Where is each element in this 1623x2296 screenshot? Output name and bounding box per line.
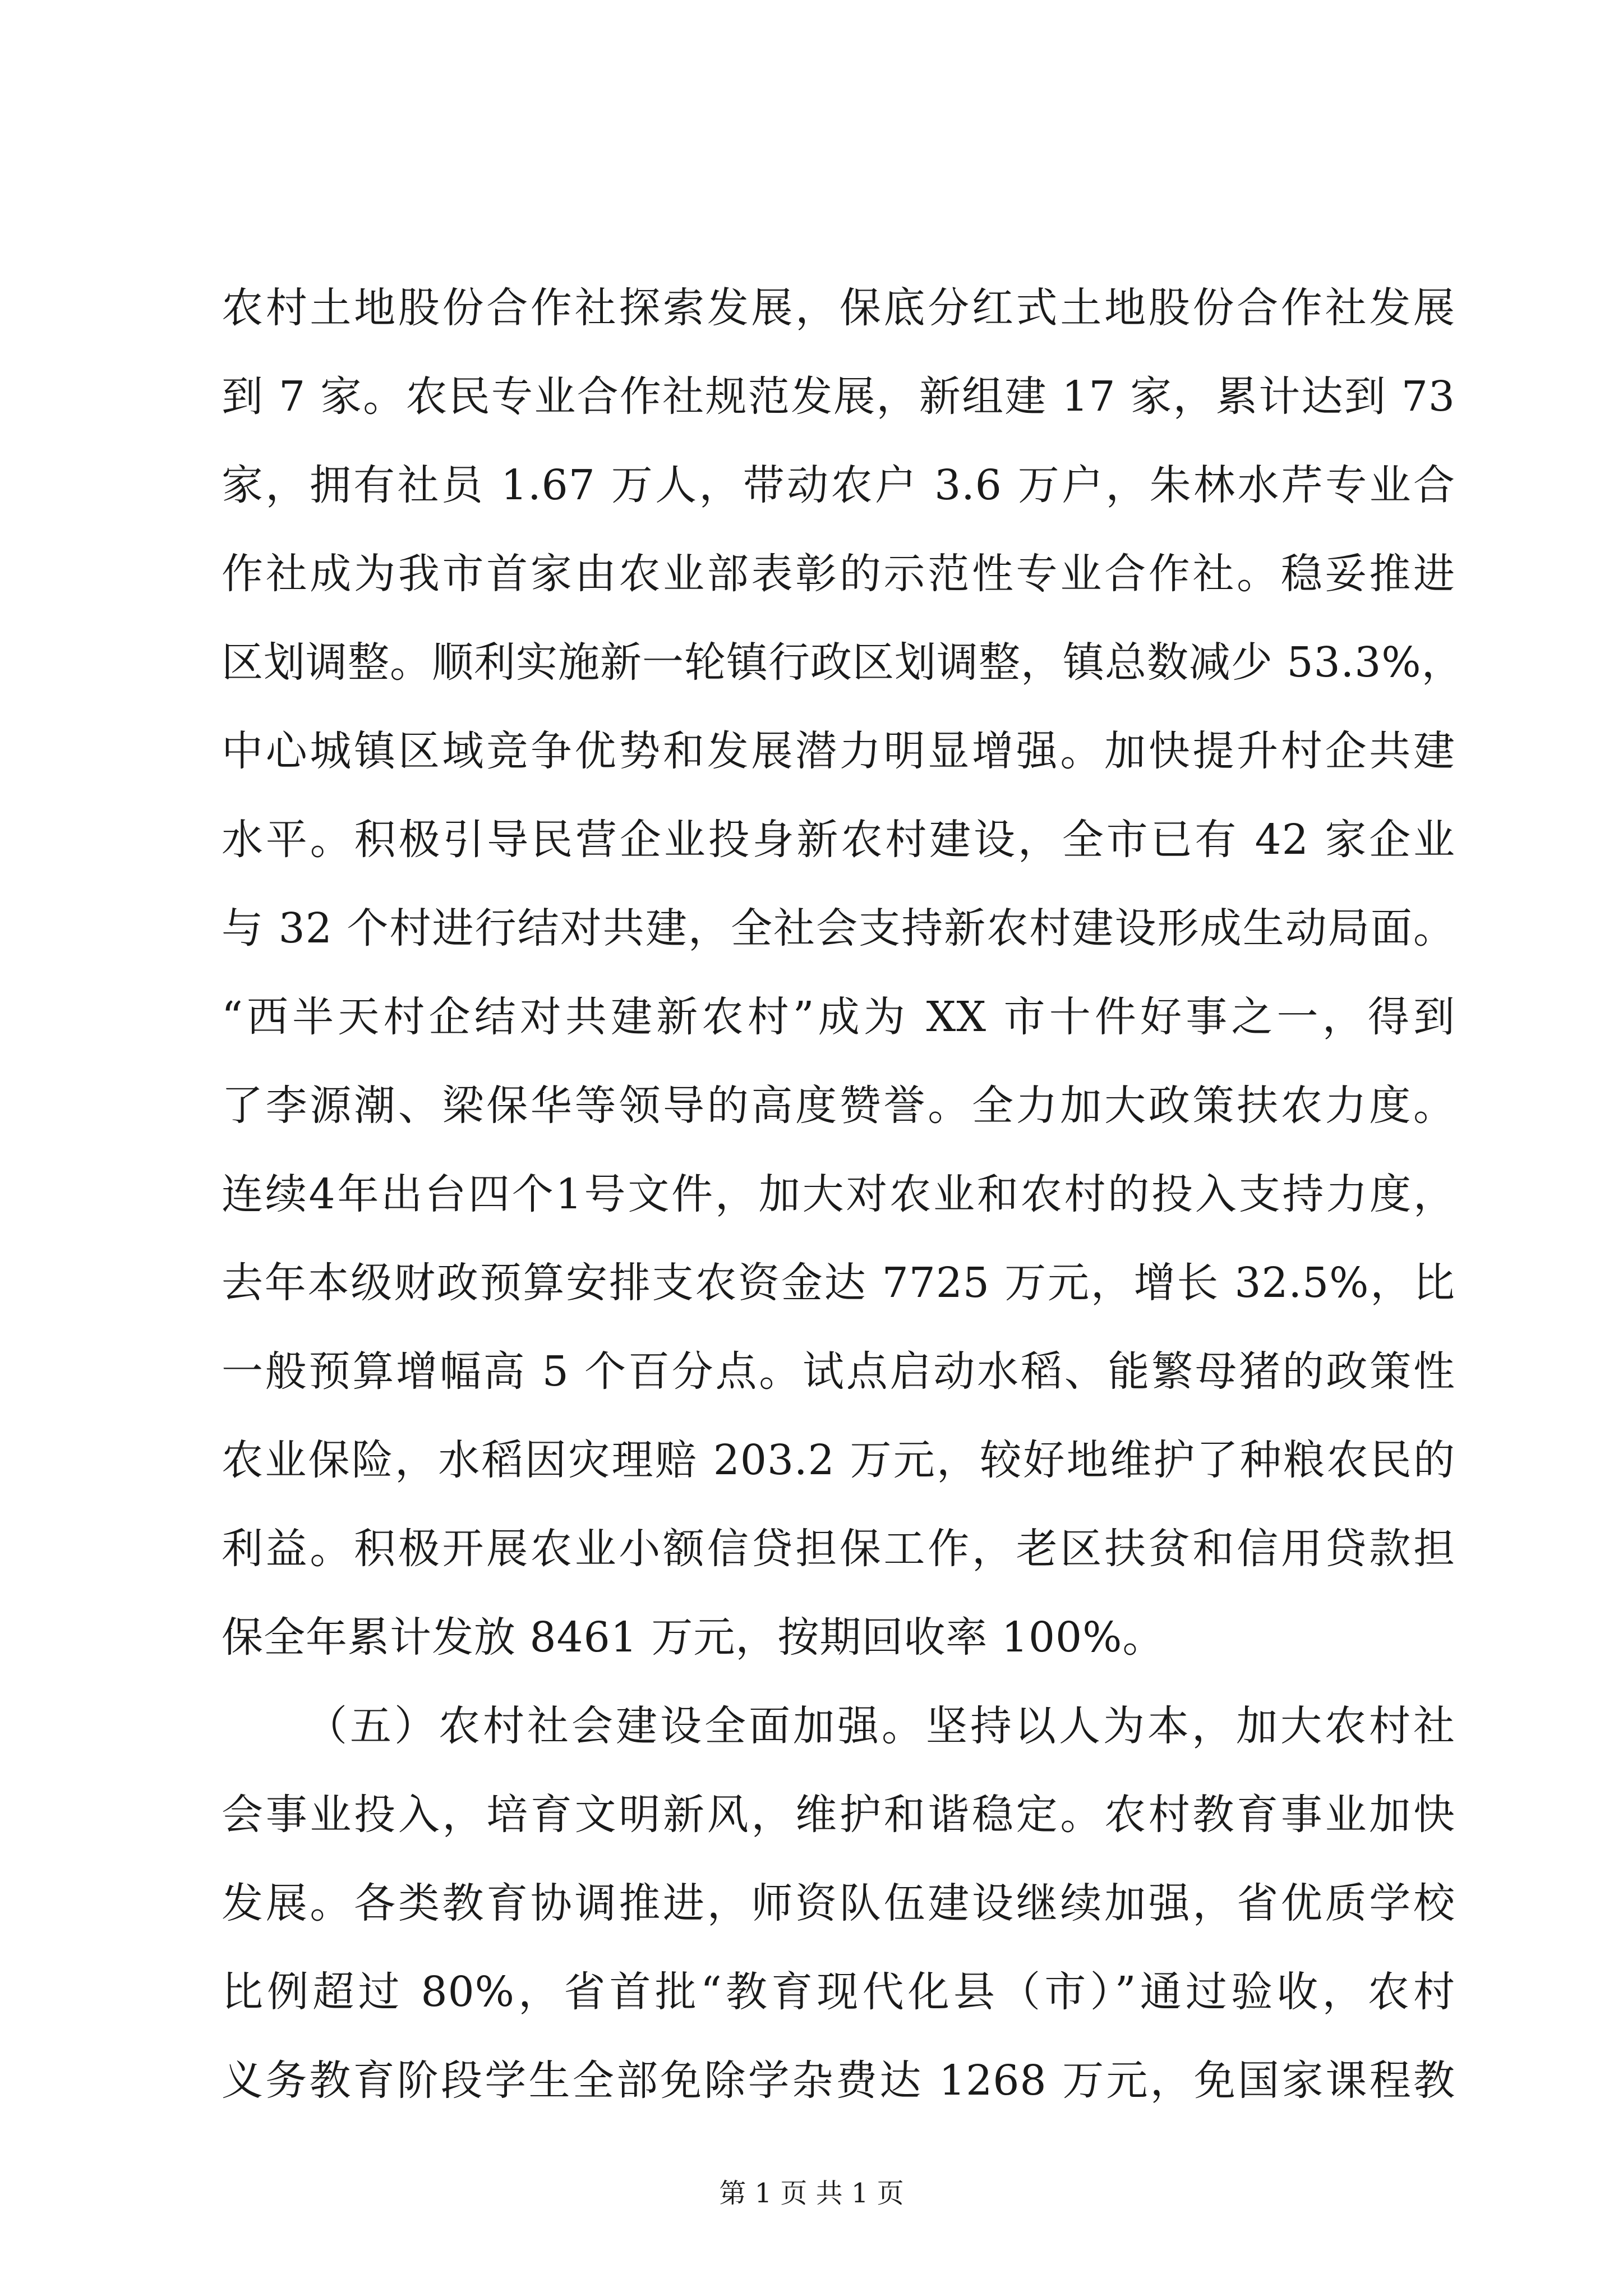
- text-line: 会事业投入，培育文明新风，维护和谐稳定。农村教育事业加快: [222, 1791, 1455, 1839]
- text-line: 水平。积极引导民营企业投身新农村建设，全市已有 42 家企业: [222, 816, 1455, 864]
- text-line: 中心城镇区域竞争优势和发展潜力明显增强。加快提升村企共建: [222, 727, 1455, 775]
- text-line: 发展。各类教育协调推进，师资队伍建设继续加强，省优质学校: [222, 1879, 1455, 1927]
- text-line: 作社成为我市首家由农业部表彰的示范性专业合作社。稳妥推进: [222, 550, 1455, 598]
- text-line: 去年本级财政预算安排支农资金达 7725 万元，增长 32.5%，比: [222, 1259, 1455, 1307]
- text-line: “西半天村企结对共建新农村”成为 XX 市十件好事之一，得到: [222, 993, 1455, 1041]
- document-body: [222, 264, 1464, 2125]
- text-line: 义务教育阶段学生全部免除学杂费达 1268 万元，免国家课程教: [222, 2056, 1455, 2105]
- text-line: 利益。积极开展农业小额信贷担保工作，老区扶贫和信用贷款担: [222, 1525, 1455, 1573]
- text-line: 比例超过 80%，省首批“教育现代化县（市）”通过验收，农村: [222, 1968, 1455, 2016]
- text-line: 了李源潮、梁保华等领导的高度赞誉。全力加大政策扶农力度。: [222, 1082, 1455, 1130]
- paragraph-first-line: （五）农村社会建设全面加强。坚持以人为本，加大农村社: [306, 1702, 1455, 1750]
- text-line: 与 32 个村进行结对共建，全社会支持新农村建设形成生动局面。: [222, 904, 1455, 953]
- text-line: 家，拥有社员 1.67 万人，带动农户 3.6 万户，朱林水芹专业合: [222, 461, 1455, 509]
- text-line: 一般预算增幅高 5 个百分点。试点启动水稻、能繁母猪的政策性: [222, 1347, 1455, 1396]
- page-number-footer: 第 1 页 共 1 页: [719, 2178, 904, 2209]
- text-line: 区划调整。顺利实施新一轮镇行政区划调整，镇总数减少 53.3%，: [222, 638, 1464, 687]
- paragraph-end-line: 保全年累计发放 8461 万元，按期回收率 100%。: [222, 1613, 1165, 1662]
- text-line: 到 7 家。农民专业合作社规范发展，新组建 17 家，累计达到 73: [222, 372, 1455, 421]
- text-line: 农业保险，水稻因灾理赔 203.2 万元，较好地维护了种粮农民的: [222, 1436, 1455, 1484]
- text-line: 连续4年出台四个1号文件，加大对农业和农村的投入支持力度，: [222, 1170, 1455, 1218]
- text-line: 农村土地股份合作社探索发展，保底分红式土地股份合作社发展: [222, 284, 1455, 332]
